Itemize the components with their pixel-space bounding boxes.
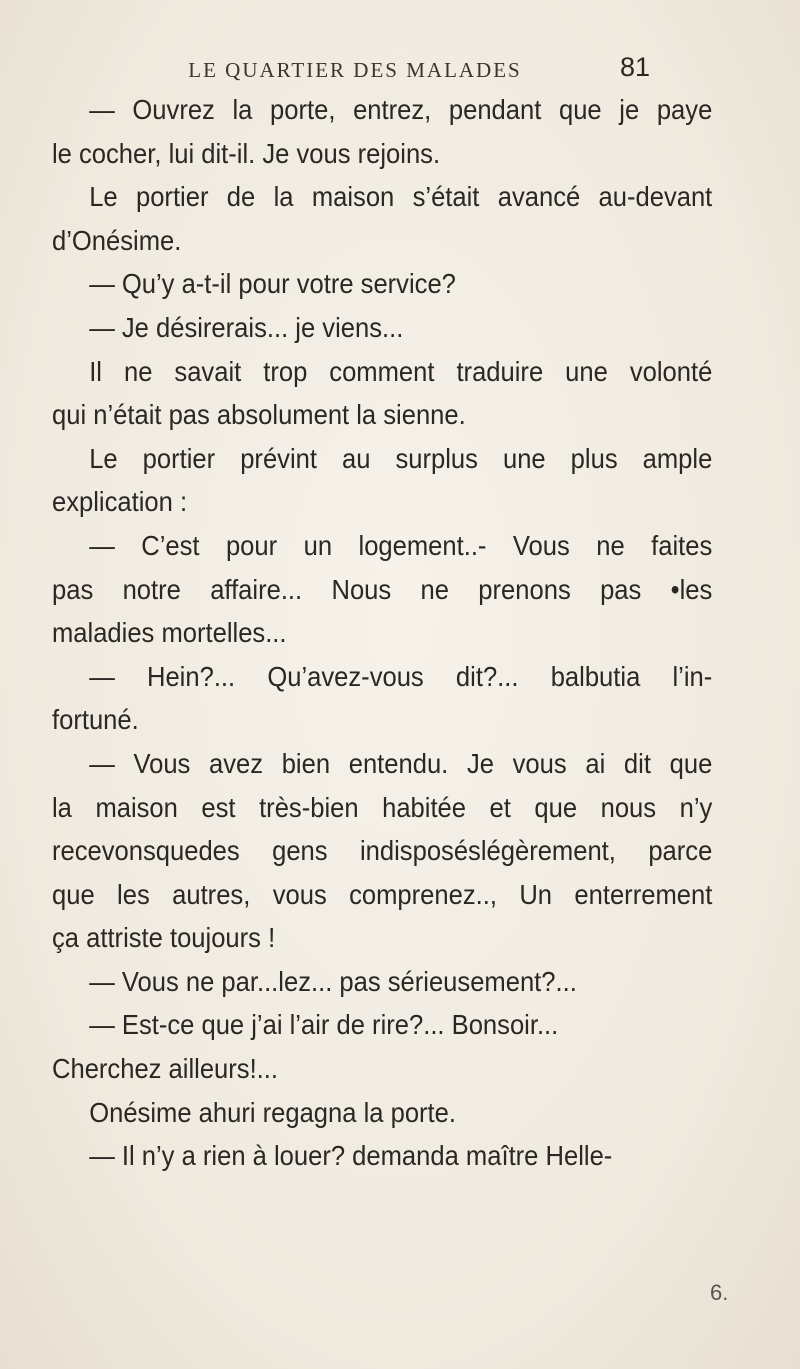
text-line: Cherchez ailleurs!...: [52, 1053, 279, 1085]
text-line: Il ne savait trop comment traduire une volonté: [89, 355, 713, 387]
text-line: — Ouvrez la porte, entrez, pendant que je paye: [89, 94, 713, 125]
text-line: la maison est très-bien habitée et que nous n’y: [52, 791, 713, 823]
text-line: d’Onésime.: [52, 224, 182, 256]
page-header: [60, 52, 650, 92]
body-text: [52, 88, 713, 1178]
text-line: — Qu’y a-t-il pour votre service?: [89, 268, 456, 300]
text-line: explication :: [52, 486, 188, 518]
text-line: pas notre affaire... Nous ne prenons pas •les: [52, 573, 713, 605]
text-line: qui n’était pas absolument la sienne.: [52, 399, 466, 431]
signature-mark: 6.: [710, 1280, 729, 1305]
running-head: LE QUARTIER DES MALADES: [188, 58, 522, 82]
text-line: maladies mortelles...: [52, 617, 287, 649]
text-line: — Est-ce que j’ai l’air de rire?... Bonsoir...: [89, 1009, 559, 1041]
text-line: — Je désirerais... je viens...: [89, 311, 404, 343]
text-line: recevonsquedes gens indisposéslégèrement, parce: [52, 835, 713, 867]
text-line: que les autres, vous comprenez.., Un enterrement: [52, 878, 713, 910]
page-number: 81: [619, 52, 650, 82]
text-line: ça attriste toujours !: [52, 922, 276, 954]
text-line: Onésime ahuri regagna la porte.: [89, 1096, 456, 1128]
text-line: fortuné.: [52, 704, 139, 736]
text-line: — C’est pour un logement..- Vous ne faites: [89, 529, 713, 561]
text-line: Le portier prévint au surplus une plus ample: [89, 442, 713, 474]
text-line: — Vous ne par...lez... pas sérieusement?...: [89, 965, 577, 997]
text-line: Le portier de la maison s’était avancé au-devant: [89, 181, 713, 213]
text-line: le cocher, lui dit-il. Je vous rejoins.: [52, 137, 441, 169]
text-line: — Vous avez bien entendu. Je vous ai dit que: [89, 747, 713, 779]
text-line: — Hein?... Qu’avez-vous dit?... balbutia l’in-: [89, 660, 713, 692]
text-line: — Il n’y a rien à louer? demanda maître Helle-: [89, 1140, 613, 1172]
